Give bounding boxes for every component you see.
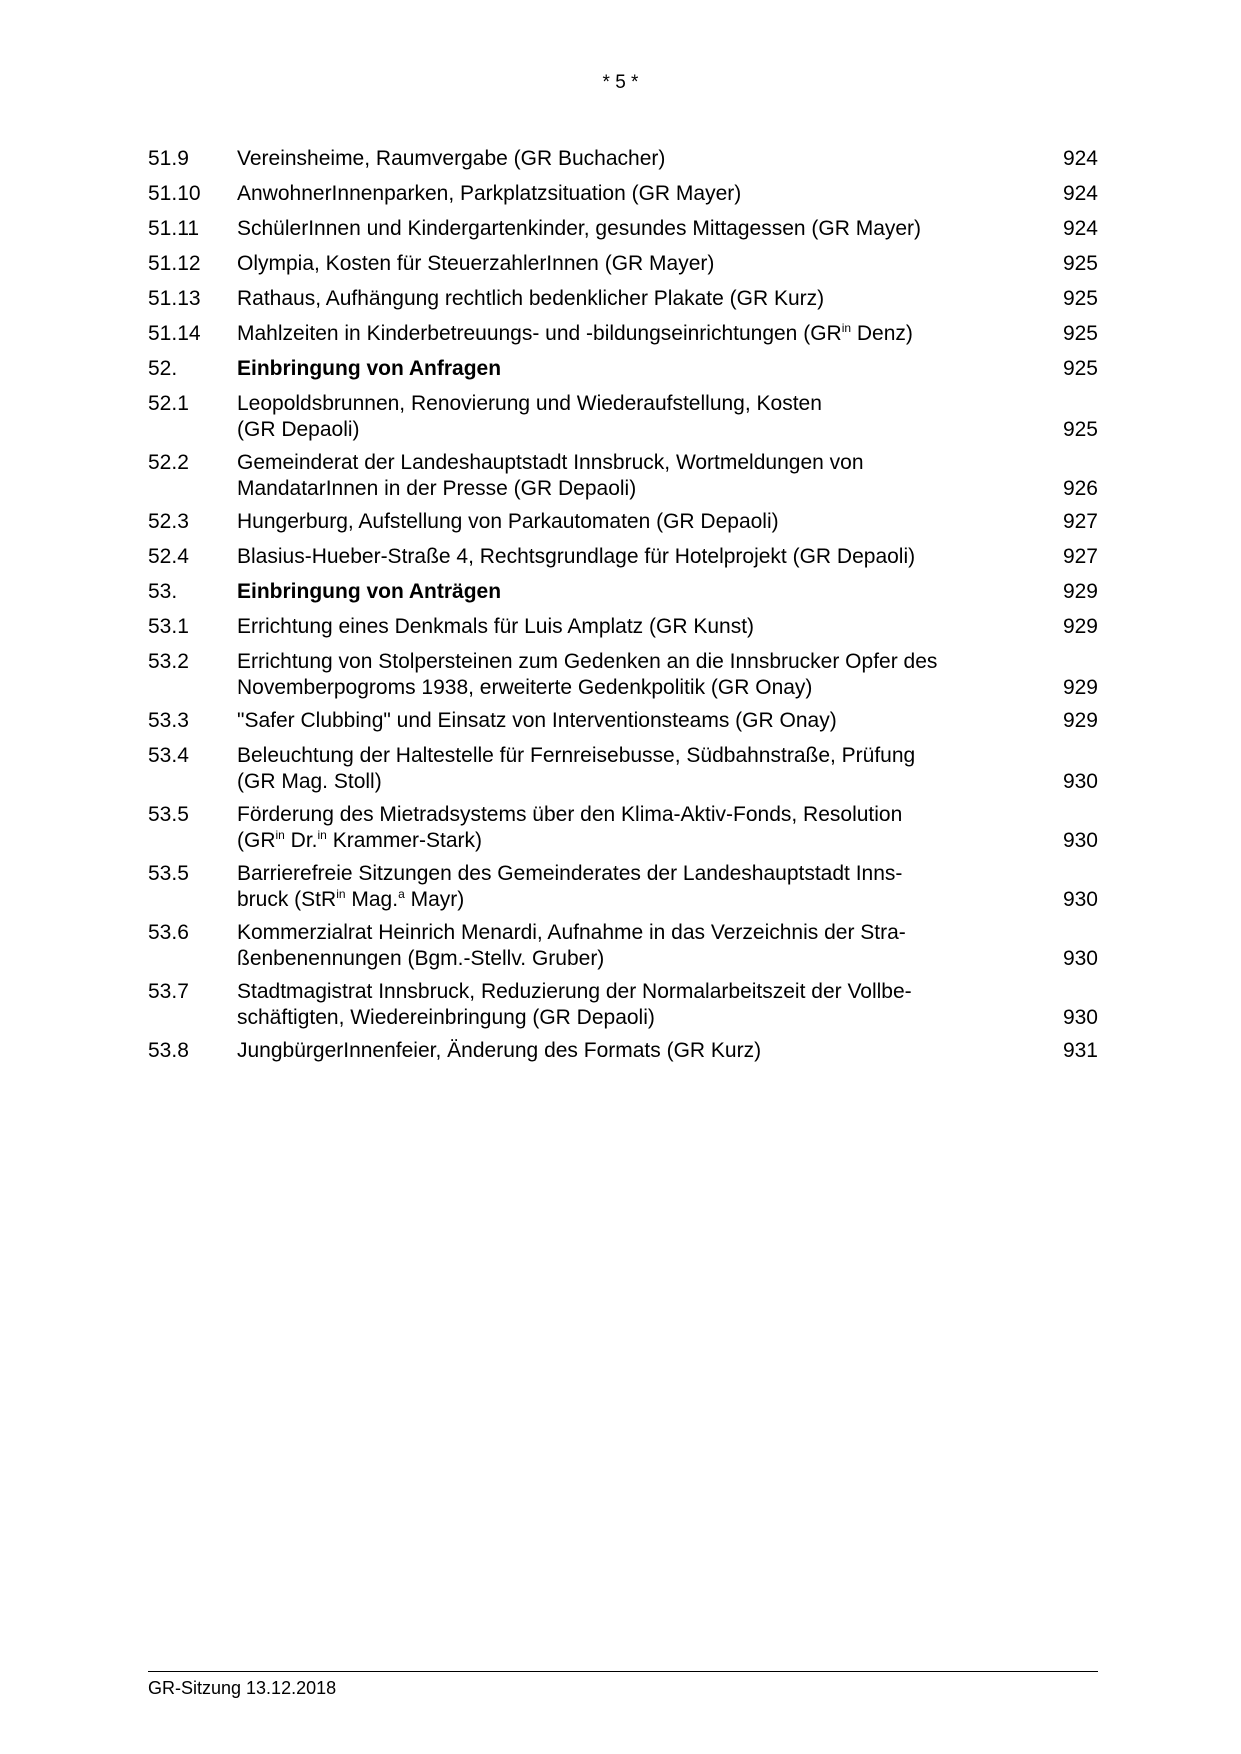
- toc-entry: [148, 579, 1098, 605]
- toc-entry: [148, 509, 1098, 535]
- toc-entry-title: Errichtung von Stolpersteinen zum Gedenken an die Innsbrucker Opfer des Novemberpogroms 1938, erweiterte Gedenkpolitik (GR Onay): [237, 650, 938, 699]
- toc-entry-title: Errichtung eines Denkmals für Luis Amplatz (GR Kunst): [237, 615, 755, 638]
- toc-entry-number: 53.4: [148, 744, 189, 767]
- toc-entry-title: Vereinsheime, Raumvergabe (GR Buchacher): [237, 147, 666, 170]
- page-number: * 5 *: [602, 72, 639, 93]
- toc-entry-title: SchülerInnen und Kindergartenkinder, gesundes Mittagessen (GR Mayer): [237, 217, 922, 240]
- toc-entry-page: 925: [1062, 322, 1098, 345]
- toc-entry: [148, 861, 1098, 913]
- toc-entry-title: Einbringung von Anfragen: [237, 357, 502, 380]
- toc-entry: [148, 181, 1098, 207]
- footer-text: GR-Sitzung 13.12.2018: [148, 1678, 337, 1698]
- toc-entry: [148, 544, 1098, 570]
- toc-entry-number: 52.1: [148, 392, 189, 415]
- toc-entry-title: "Safer Clubbing" und Einsatz von Interventionsteams (GR Onay): [237, 709, 837, 732]
- toc-entry-page: 926: [1062, 477, 1098, 500]
- toc-entry-page: 931: [1062, 1039, 1098, 1062]
- toc-entry-page: 924: [1062, 182, 1098, 205]
- toc-entry-title: Gemeinderat der Landeshauptstadt Innsbruck, Wortmeldungen von MandatarInnen in der Presse (GR Depaoli): [237, 451, 864, 500]
- toc-entry: [148, 1038, 1098, 1064]
- toc-entry-title: JungbürgerInnenfeier, Änderung des Formats (GR Kurz): [237, 1039, 762, 1062]
- toc-entry-title: Mahlzeiten in Kinderbetreuungs- und -bildungseinrichtungen ($GR^{in}$ Denz): [237, 321, 913, 345]
- toc-entry: [148, 708, 1098, 734]
- toc-entry-number: 53.6: [148, 921, 189, 944]
- toc-entry-number: 52.: [148, 357, 178, 380]
- toc-entry: [148, 450, 1098, 502]
- toc-entry: [148, 146, 1098, 172]
- toc-entry-number: 53.: [148, 580, 178, 603]
- toc-entry: [148, 391, 1098, 443]
- toc-entry: [148, 743, 1098, 795]
- toc-entry-title: AnwohnerInnenparken, Parkplatzsituation (GR Mayer): [237, 182, 742, 205]
- toc-entry-number: 53.2: [148, 650, 189, 673]
- toc-entry-title: Rathaus, Aufhängung rechtlich bedenklicher Plakate (GR Kurz): [237, 287, 825, 310]
- toc-entry-number: 51.11: [148, 217, 199, 240]
- toc-entry-title: Kommerzialrat Heinrich Menardi, Aufnahme in das Verzeichnis der Stra- ßenbenennungen (Bgm.-Stellv. Gruber): [237, 921, 906, 970]
- toc-entry-title: Blasius-Hueber-Straße 4, Rechtsgrundlage für Hotelprojekt (GR Depaoli): [237, 545, 916, 568]
- toc-entry: [148, 286, 1098, 312]
- toc-entry-page: 925: [1062, 252, 1098, 275]
- toc-entry-page: 925: [1062, 357, 1098, 380]
- toc-entry-number: 52.2: [148, 451, 189, 474]
- toc-entry-number: 51.12: [148, 252, 201, 275]
- toc-entry-page: 930: [1062, 1006, 1098, 1029]
- toc-entry-number: 53.5: [148, 862, 189, 885]
- toc-entry: [148, 920, 1098, 972]
- toc-entry: [148, 251, 1098, 277]
- toc-entry-title: Leopoldsbrunnen, Renovierung und Wiederaufstellung, Kosten (GR Depaoli): [237, 392, 822, 441]
- toc-entry-page: 930: [1062, 770, 1098, 793]
- toc-entry-page: 927: [1062, 545, 1098, 568]
- toc-entry-page: 925: [1062, 287, 1098, 310]
- toc-entry: [148, 356, 1098, 382]
- toc-entry-title: Olympia, Kosten für SteuerzahlerInnen (GR Mayer): [237, 252, 715, 275]
- toc-entry: [148, 216, 1098, 242]
- toc-entry-title: Beleuchtung der Haltestelle für Fernreisebusse, Südbahnstraße, Prüfung (GR Mag. Stoll): [237, 744, 916, 793]
- toc-entry-number: 53.7: [148, 980, 189, 1003]
- footer-divider: [148, 1671, 1098, 1672]
- toc-entry-number: 53.1: [148, 615, 189, 638]
- toc-entry: [148, 649, 1098, 701]
- toc-entry-number: 53.8: [148, 1039, 189, 1062]
- toc-entry-page: 929: [1062, 580, 1098, 603]
- toc-entry-title: Einbringung von Anträgen: [237, 580, 502, 603]
- toc-entry-number: 51.9: [148, 147, 189, 170]
- toc-entry-number: 53.3: [148, 709, 189, 732]
- toc-entry-title: Stadtmagistrat Innsbruck, Reduzierung der Normalarbeitszeit der Vollbe- schäftigten, Wiedereinbringung (GR Depaoli): [237, 980, 912, 1029]
- toc-entry: [148, 321, 1098, 347]
- toc-entry: [148, 802, 1098, 854]
- toc-entry-number: 52.4: [148, 545, 189, 568]
- table-of-contents: [148, 146, 1098, 1073]
- toc-entry-page: 924: [1062, 147, 1098, 170]
- toc-entry-title: Hungerburg, Aufstellung von Parkautomaten (GR Depaoli): [237, 510, 779, 533]
- toc-entry: [148, 979, 1098, 1031]
- toc-entry-number: 53.5: [148, 803, 189, 826]
- toc-entry-page: 929: [1062, 709, 1098, 732]
- toc-entry-title: Förderung des Mietradsystems über den Klima-Aktiv-Fonds, Resolution ($GR^{in}$ Dr.$^{in}$ Krammer-Stark): [237, 803, 903, 852]
- toc-entry-page: 927: [1062, 510, 1098, 533]
- toc-entry-number: 51.14: [148, 322, 201, 345]
- toc-entry-page: 930: [1062, 947, 1098, 970]
- toc-entry-page: 929: [1062, 676, 1098, 699]
- toc-entry-page: 924: [1062, 217, 1098, 240]
- toc-entry-page: 929: [1062, 615, 1098, 638]
- toc-entry-page: 925: [1062, 418, 1098, 441]
- toc-entry-number: 52.3: [148, 510, 189, 533]
- toc-entry-number: 51.10: [148, 182, 201, 205]
- toc-entry: [148, 614, 1098, 640]
- toc-entry-title: Barrierefreie Sitzungen des Gemeinderates der Landeshauptstadt Inns- bruck (StR$^{in}$ Mag.$^a$ Mayr): [237, 862, 903, 911]
- toc-entry-number: 51.13: [148, 287, 201, 310]
- toc-entry-page: 930: [1062, 888, 1098, 911]
- toc-entry-page: 930: [1062, 829, 1098, 852]
